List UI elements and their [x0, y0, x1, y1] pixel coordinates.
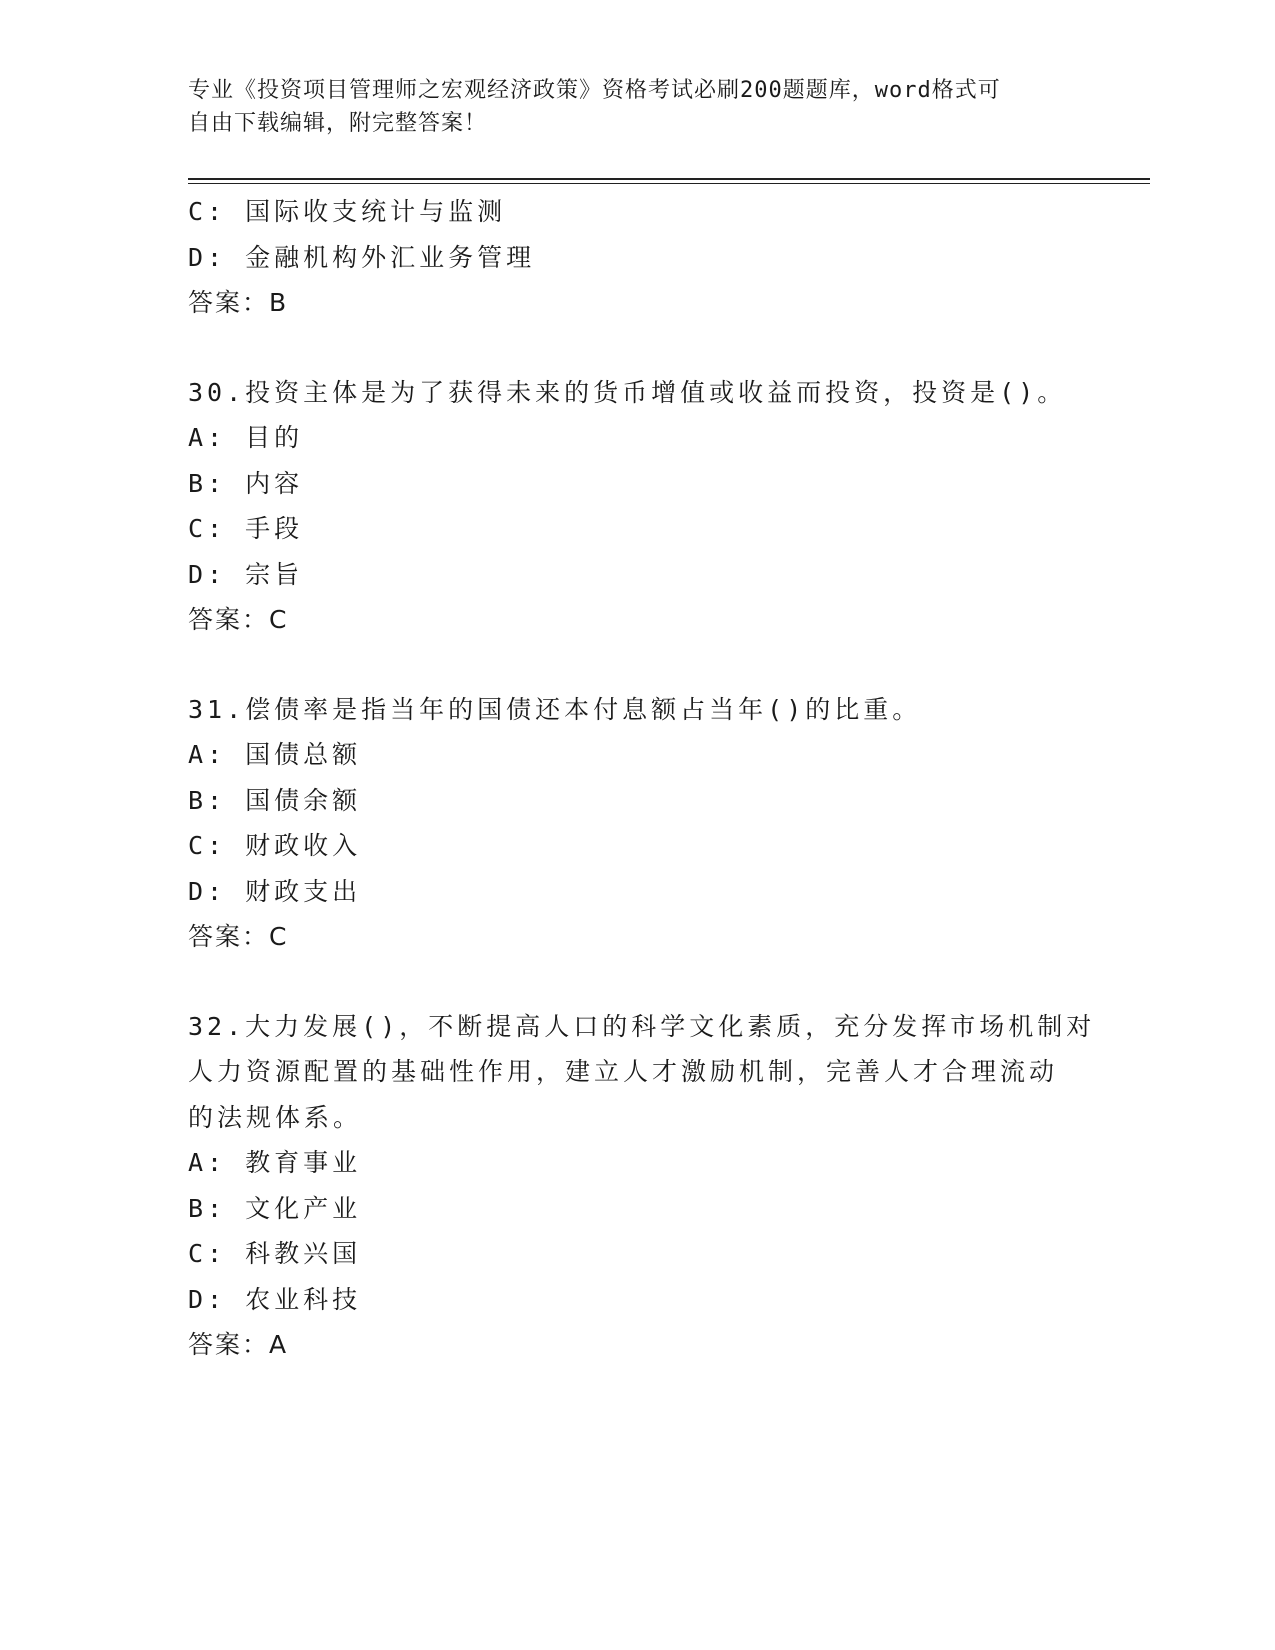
document-header — [188, 74, 1088, 140]
question-stem-line-3: 的法规体系。 — [188, 1102, 363, 1132]
answer-line: 答案：A — [188, 1330, 289, 1359]
question-32 — [188, 1004, 1096, 1368]
question-30 — [188, 370, 1088, 643]
option-b: B: 国债余额 — [188, 785, 362, 815]
spacer — [188, 643, 1088, 687]
option-d: D: 财政支出 — [188, 876, 362, 906]
option-c: C: 科教兴国 — [188, 1239, 362, 1268]
previous-question-tail — [188, 189, 1088, 326]
header-line-1: 专业《投资项目管理师之宏观经济政策》资格考试必刷200题题库，word格式可 — [188, 78, 1001, 103]
answer-line: 答案：C — [188, 922, 289, 951]
option-c: C: 国际收支统计与监测 — [188, 197, 507, 226]
question-stem-line-1: 32.大力发展()，不断提高人口的科学文化素质，充分发挥市场机制对 — [188, 1011, 1096, 1041]
question-stem: 30.投资主体是为了获得未来的货币增值或收益而投资，投资是()。 — [188, 377, 1067, 407]
option-d: D: 农业科技 — [188, 1284, 362, 1314]
spacer — [188, 960, 1088, 1004]
question-stem: 31.偿债率是指当年的国债还本付息额占当年()的比重。 — [188, 694, 922, 724]
option-c: C: 财政收入 — [188, 831, 362, 860]
option-c: C: 手段 — [188, 514, 304, 543]
header-divider-thin — [188, 183, 1150, 184]
option-d: D: 金融机构外汇业务管理 — [188, 242, 536, 272]
header-line-2: 自由下载编辑，附完整答案！ — [188, 111, 488, 136]
answer-line: 答案：C — [188, 605, 289, 634]
spacer — [188, 326, 1088, 370]
option-b: B: 文化产业 — [188, 1193, 362, 1223]
header-divider — [188, 178, 1150, 180]
option-a: A: 教育事业 — [188, 1148, 362, 1177]
answer-line: 答案：B — [188, 288, 289, 317]
option-b: B: 内容 — [188, 468, 304, 498]
option-d: D: 宗旨 — [188, 559, 304, 589]
question-31 — [188, 687, 1088, 960]
question-stem-line-2: 人力资源配置的基础性作用，建立人才激励机制，完善人才合理流动 — [188, 1057, 1059, 1086]
option-a: A: 国债总额 — [188, 740, 362, 769]
option-a: A: 目的 — [188, 423, 304, 452]
question-content — [188, 189, 1096, 1368]
